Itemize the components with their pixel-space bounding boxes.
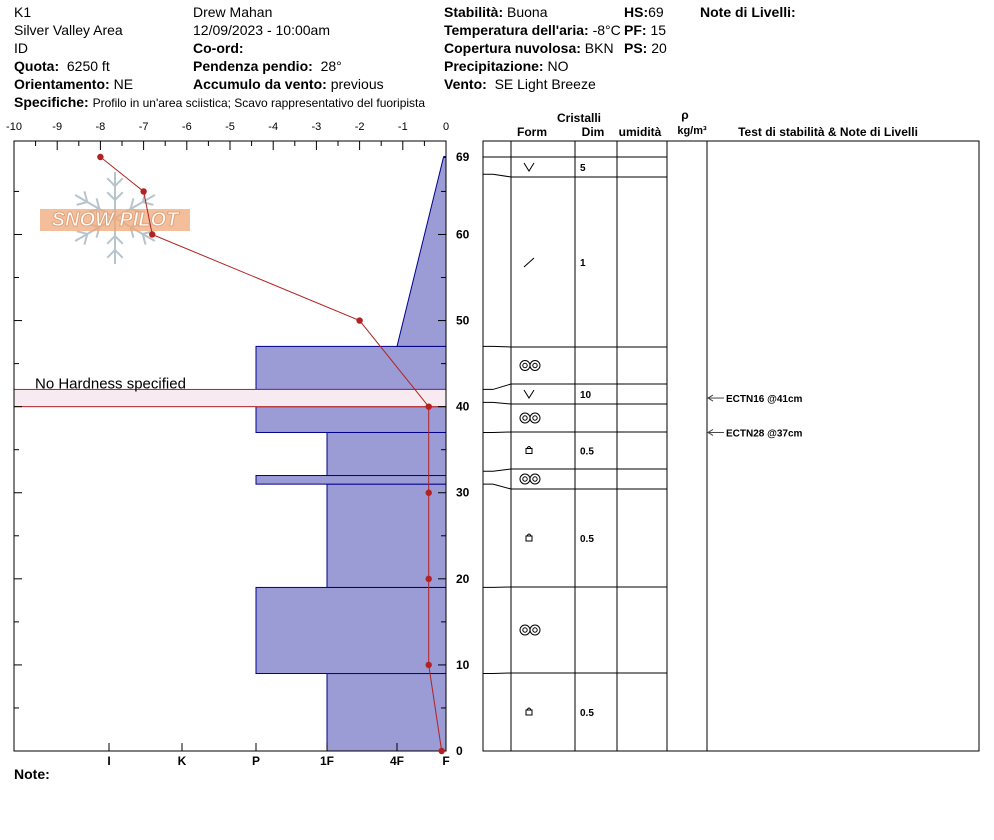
hardness-bar <box>256 476 446 485</box>
hardness-bar <box>256 407 446 433</box>
temp-tick-label: -1 <box>397 121 408 133</box>
crystal-size: 10 <box>580 390 592 401</box>
slope-angle: Pendenza pendio: 28° <box>193 58 342 74</box>
layer-connector <box>483 469 511 471</box>
density-unit: kg/m³ <box>677 125 707 137</box>
height-tick-label: 10 <box>456 657 470 672</box>
temp-tick-label: -10 <box>6 121 22 133</box>
snowflake-branch <box>77 231 88 234</box>
hardness-tick-label: K <box>177 754 187 768</box>
crystal-icon-ring <box>530 474 540 484</box>
crystal-icon-ring-inner <box>523 363 527 367</box>
crystal-icon-ring <box>520 413 530 423</box>
snowflake-branch <box>107 192 115 200</box>
observation-datetime: 12/09/2023 - 10:00am <box>193 22 330 38</box>
crystal-icon-slash <box>524 258 534 267</box>
snowflake-branch <box>115 192 123 200</box>
temp-tick-label: -7 <box>138 121 149 133</box>
ski-penetration: PS: 20 <box>624 40 667 56</box>
hardness-tick-label: I <box>107 754 111 768</box>
crystal-icon-ring-inner <box>523 416 527 420</box>
crystal-icon-ring-inner <box>533 363 537 367</box>
tests-header: Test di stabilità & Note di Livelli <box>738 125 918 139</box>
snowflake-branch <box>77 202 88 205</box>
hardness-bar <box>256 346 446 389</box>
crystal-icon-ring-inner <box>533 628 537 632</box>
height-tick-label: 69 <box>456 150 470 164</box>
snowflake-branch <box>143 202 154 205</box>
hardness-tick-label: 1F <box>319 754 335 768</box>
id-label: ID <box>14 40 28 56</box>
crystal-icon-ring-inner <box>523 628 527 632</box>
snowflake-branch <box>107 178 115 186</box>
no-hardness-label: No Hardness specified <box>35 375 186 393</box>
crystal-icon-ring <box>520 625 530 635</box>
hardness-bar <box>327 484 446 587</box>
layer-connector <box>483 402 511 404</box>
layer-connector <box>483 346 511 347</box>
height-tick-label: 40 <box>456 399 470 414</box>
snowpilot-logo <box>40 172 190 264</box>
snowflake-branch <box>115 250 123 258</box>
form-header: Form <box>517 125 547 139</box>
logo-text: SNOW PILOT <box>51 209 179 231</box>
elevation: Quota: 6250 ft <box>14 58 110 74</box>
temp-point <box>97 154 103 160</box>
crystals-header: Cristalli <box>556 111 602 125</box>
height-tick-label: 30 <box>456 485 470 500</box>
hardness-tick-label: P <box>251 754 261 768</box>
crystal-icon-ring <box>520 361 530 371</box>
snowflake-branch <box>115 178 123 186</box>
site-name: K1 <box>14 4 32 20</box>
snowflake-branch <box>107 250 115 258</box>
crystal-icon-v <box>524 390 534 398</box>
aspect: Orientamento: NE <box>14 76 134 92</box>
layer-connector <box>483 384 511 389</box>
humidity-header: umidità <box>618 125 662 139</box>
wind: Vento: SE Light Breeze <box>444 76 596 92</box>
crystal-size: 0.5 <box>580 446 594 458</box>
layer-notes-label: Note di Livelli: <box>700 4 796 20</box>
observer-name: Drew Mahan <box>193 4 273 20</box>
precipitation: Precipitazione: NO <box>444 58 569 74</box>
crystal-icon-ring <box>520 474 530 484</box>
height-tick-label: 50 <box>456 313 470 328</box>
temp-point <box>426 576 432 582</box>
height-tick-label: 0 <box>456 744 463 758</box>
snow-height: HS:69 <box>624 4 664 20</box>
air-temperature: Temperatura dell'aria: -8°C <box>444 22 621 38</box>
crystal-icon-ring-inner <box>533 416 537 420</box>
temp-tick-label: -6 <box>181 121 192 133</box>
crystal-size: 0.5 <box>580 708 594 719</box>
coordinates-label: Co-ord: <box>193 40 244 56</box>
temp-point <box>426 490 432 496</box>
crystal-icon-box <box>526 449 532 454</box>
height-tick-label: 60 <box>456 227 470 242</box>
stability: Stabilità: Buona <box>444 4 548 20</box>
snowflake-branch <box>107 236 115 244</box>
layer-connector <box>483 174 511 177</box>
hardness-profile <box>256 157 446 751</box>
hardness-bar <box>256 587 446 673</box>
temp-point <box>140 188 146 194</box>
crystal-size: 1 <box>580 258 586 269</box>
crystal-icon-ring <box>530 413 540 423</box>
crystal-icon-box <box>526 710 532 715</box>
hardness-bar <box>327 674 446 751</box>
temp-tick-label: -3 <box>311 121 322 133</box>
table-frame <box>483 141 979 751</box>
temp-tick-label: -5 <box>225 121 235 133</box>
stability-test-label: ECTN28 @37cm <box>726 428 803 440</box>
crystal-icon-ring <box>530 625 540 635</box>
temp-tick-label: -2 <box>354 121 365 133</box>
temp-point <box>426 403 432 409</box>
stability-test-label: ECTN16 @41cm <box>726 394 803 406</box>
crystal-icon-v <box>524 163 534 171</box>
temp-tick-label: -4 <box>268 121 279 133</box>
crystal-icon-box <box>526 536 532 541</box>
layer-table <box>483 108 979 751</box>
temp-tick-label: 0 <box>442 121 450 133</box>
notes-label: Note: <box>14 766 50 782</box>
dim-header: Dim <box>581 125 605 139</box>
density-symbol: ρ <box>681 108 689 122</box>
height-tick-label: 20 <box>456 571 470 586</box>
layer-connector <box>483 673 511 674</box>
temp-point <box>438 748 444 754</box>
hardness-wedge <box>397 157 446 346</box>
crystal-size: 5 <box>580 163 586 174</box>
hardness-bar <box>327 432 446 475</box>
crystal-icon-ring-inner <box>533 477 537 481</box>
crystal-icon-ring-inner <box>523 477 527 481</box>
wind-loading: Accumulo da vento: previous <box>193 76 384 92</box>
specifics: Specifiche: Profilo in un'area sciistica; Scavo rappresentativo del fuoripista <box>14 94 426 110</box>
temp-point <box>356 317 362 323</box>
foot-penetration: PF: 15 <box>624 22 667 38</box>
crystal-icon-ring <box>530 361 540 371</box>
hardness-tick-label: 4F <box>389 754 405 768</box>
temp-point <box>426 662 432 668</box>
hardness-tick-label: F <box>442 754 450 768</box>
crystal-size: 0.5 <box>580 534 594 545</box>
cloud-cover: Copertura nuvolosa: BKN <box>444 40 614 56</box>
layer-connector <box>483 484 511 489</box>
temp-tick-label: -8 <box>95 121 106 133</box>
temp-tick-label: -9 <box>52 121 63 133</box>
area-name: Silver Valley Area <box>14 22 123 38</box>
snowflake-branch <box>115 236 123 244</box>
temp-point <box>149 231 155 237</box>
